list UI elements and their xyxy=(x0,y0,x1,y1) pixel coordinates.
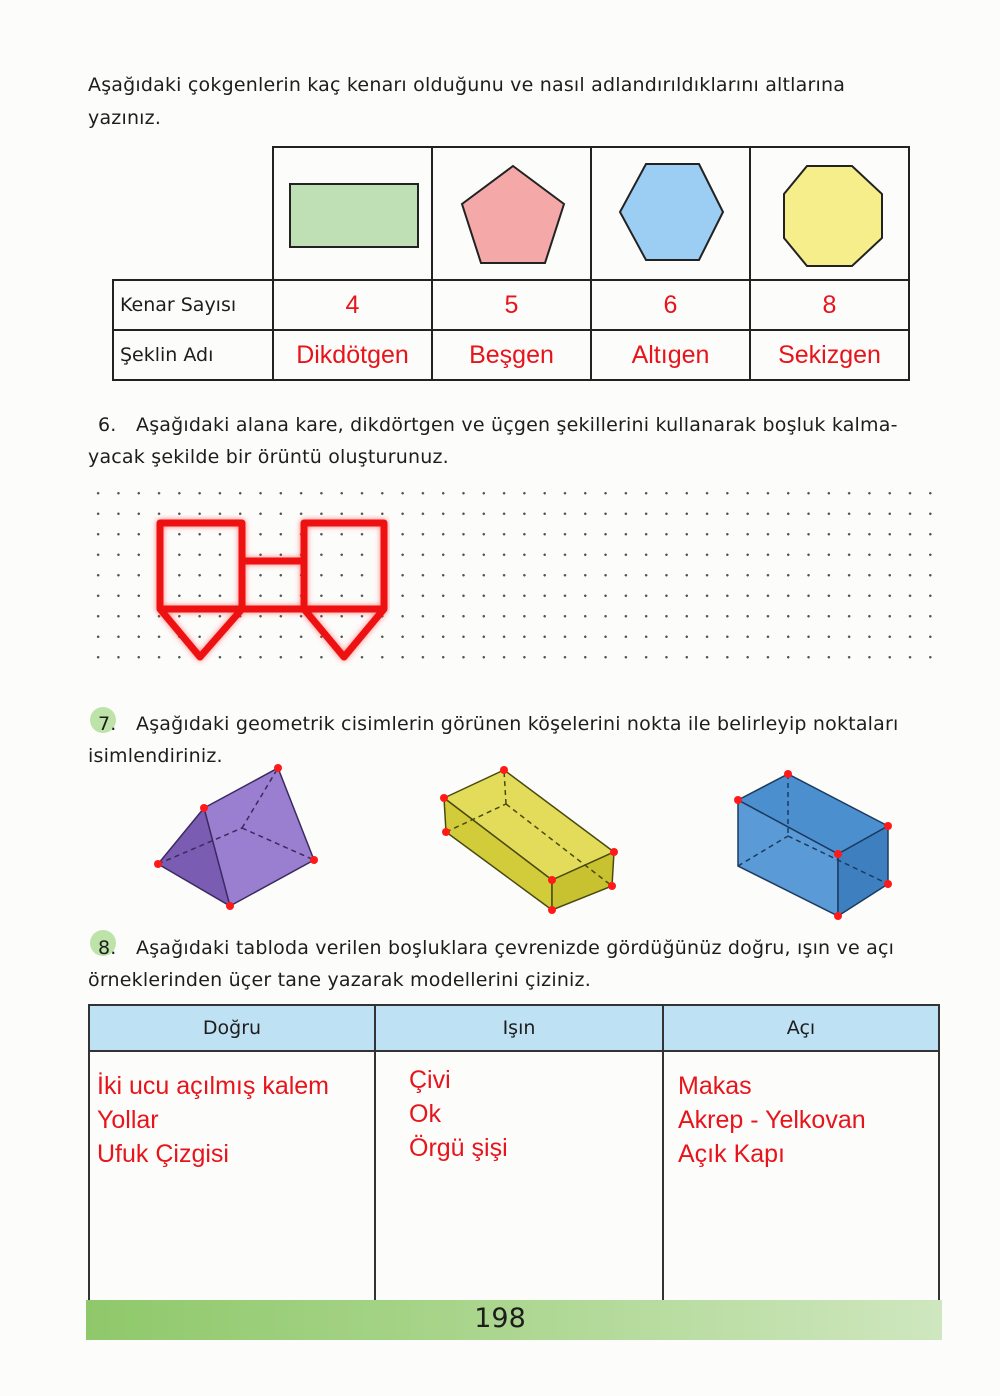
q7-line-2: isimlendiriniz. xyxy=(88,745,223,767)
q7-number: 7. xyxy=(98,713,117,735)
pentagon-icon xyxy=(433,148,590,275)
pentagon-sides-answer: 5 xyxy=(432,280,591,330)
pentagon-name-answer: Beşgen xyxy=(432,330,591,380)
pattern-drawing xyxy=(150,515,390,665)
q8-line-1: Aşağıdaki tabloda verilen boşluklara çevrenizde gördüğünüz doğru, ışın ve açı xyxy=(136,937,895,959)
col-header-isin: Işın xyxy=(375,1005,663,1051)
q6-number: 6. xyxy=(98,414,117,436)
rectangle-sides-answer: 4 xyxy=(273,280,432,330)
col-header-aci: Açı xyxy=(663,1005,939,1051)
rectangle-icon xyxy=(274,148,431,275)
q6-line-1: Aşağıdaki alana kare, dikdörtgen ve üçgen şekillerini kullanarak boşluk kalma- xyxy=(136,414,898,436)
aci-example: Akrep - Yelkovan xyxy=(678,1106,866,1134)
blue-prism-icon[interactable] xyxy=(732,766,902,926)
polygon-table xyxy=(112,146,910,381)
shape-name-label: Şeklin Adı xyxy=(113,330,273,380)
aci-cell[interactable] xyxy=(663,1051,939,1305)
col-header-dogru: Doğru xyxy=(89,1005,375,1051)
rectangle-name-answer: Dikdötgen xyxy=(273,330,432,380)
examples-table xyxy=(88,1004,940,1306)
octagon-sides-answer: 8 xyxy=(750,280,909,330)
aci-example: Makas xyxy=(678,1072,752,1100)
hexagon-icon xyxy=(592,148,749,275)
q8-number: 8. xyxy=(98,937,117,959)
intro-line-1: Aşağıdaki çokgenlerin kaç kenarı olduğunu ve nasıl adlandırıldıklarını altlarına xyxy=(88,74,846,96)
octagon-icon xyxy=(751,148,908,275)
octagon-name-answer: Sekizgen xyxy=(750,330,909,380)
isin-cell[interactable] xyxy=(375,1051,663,1305)
page-number: 198 xyxy=(474,1303,526,1334)
isin-example: Örgü şişi xyxy=(409,1134,508,1162)
dogru-example: Ufuk Çizgisi xyxy=(97,1140,229,1168)
hexagon-sides-answer: 6 xyxy=(591,280,750,330)
sides-count-label: Kenar Sayısı xyxy=(113,280,273,330)
dogru-example: Yollar xyxy=(97,1106,159,1134)
q6-line-2: yacak şekilde bir örüntü oluşturunuz. xyxy=(88,446,449,468)
dogru-cell[interactable] xyxy=(89,1051,375,1305)
q8-line-2: örneklerinden üçer tane yazarak modellerini çiziniz. xyxy=(88,969,591,991)
q7-line-1: Aşağıdaki geometrik cisimlerin görünen köşelerini nokta ile belirleyip noktaları xyxy=(136,713,899,735)
aci-example: Açık Kapı xyxy=(678,1140,785,1168)
hexagon-cell xyxy=(591,147,750,280)
isin-example: Ok xyxy=(409,1100,441,1128)
intro-line-2: yazınız. xyxy=(88,107,162,129)
rectangle-cell xyxy=(273,147,432,280)
dogru-example: İki ucu açılmış kalem xyxy=(97,1072,330,1100)
hexagon-name-answer: Altıgen xyxy=(591,330,750,380)
triangular-prism-icon[interactable] xyxy=(150,760,330,920)
pentagon-cell xyxy=(432,147,591,280)
yellow-prism-icon[interactable] xyxy=(436,764,626,916)
isin-example: Çivi xyxy=(409,1066,451,1094)
octagon-cell xyxy=(750,147,909,280)
